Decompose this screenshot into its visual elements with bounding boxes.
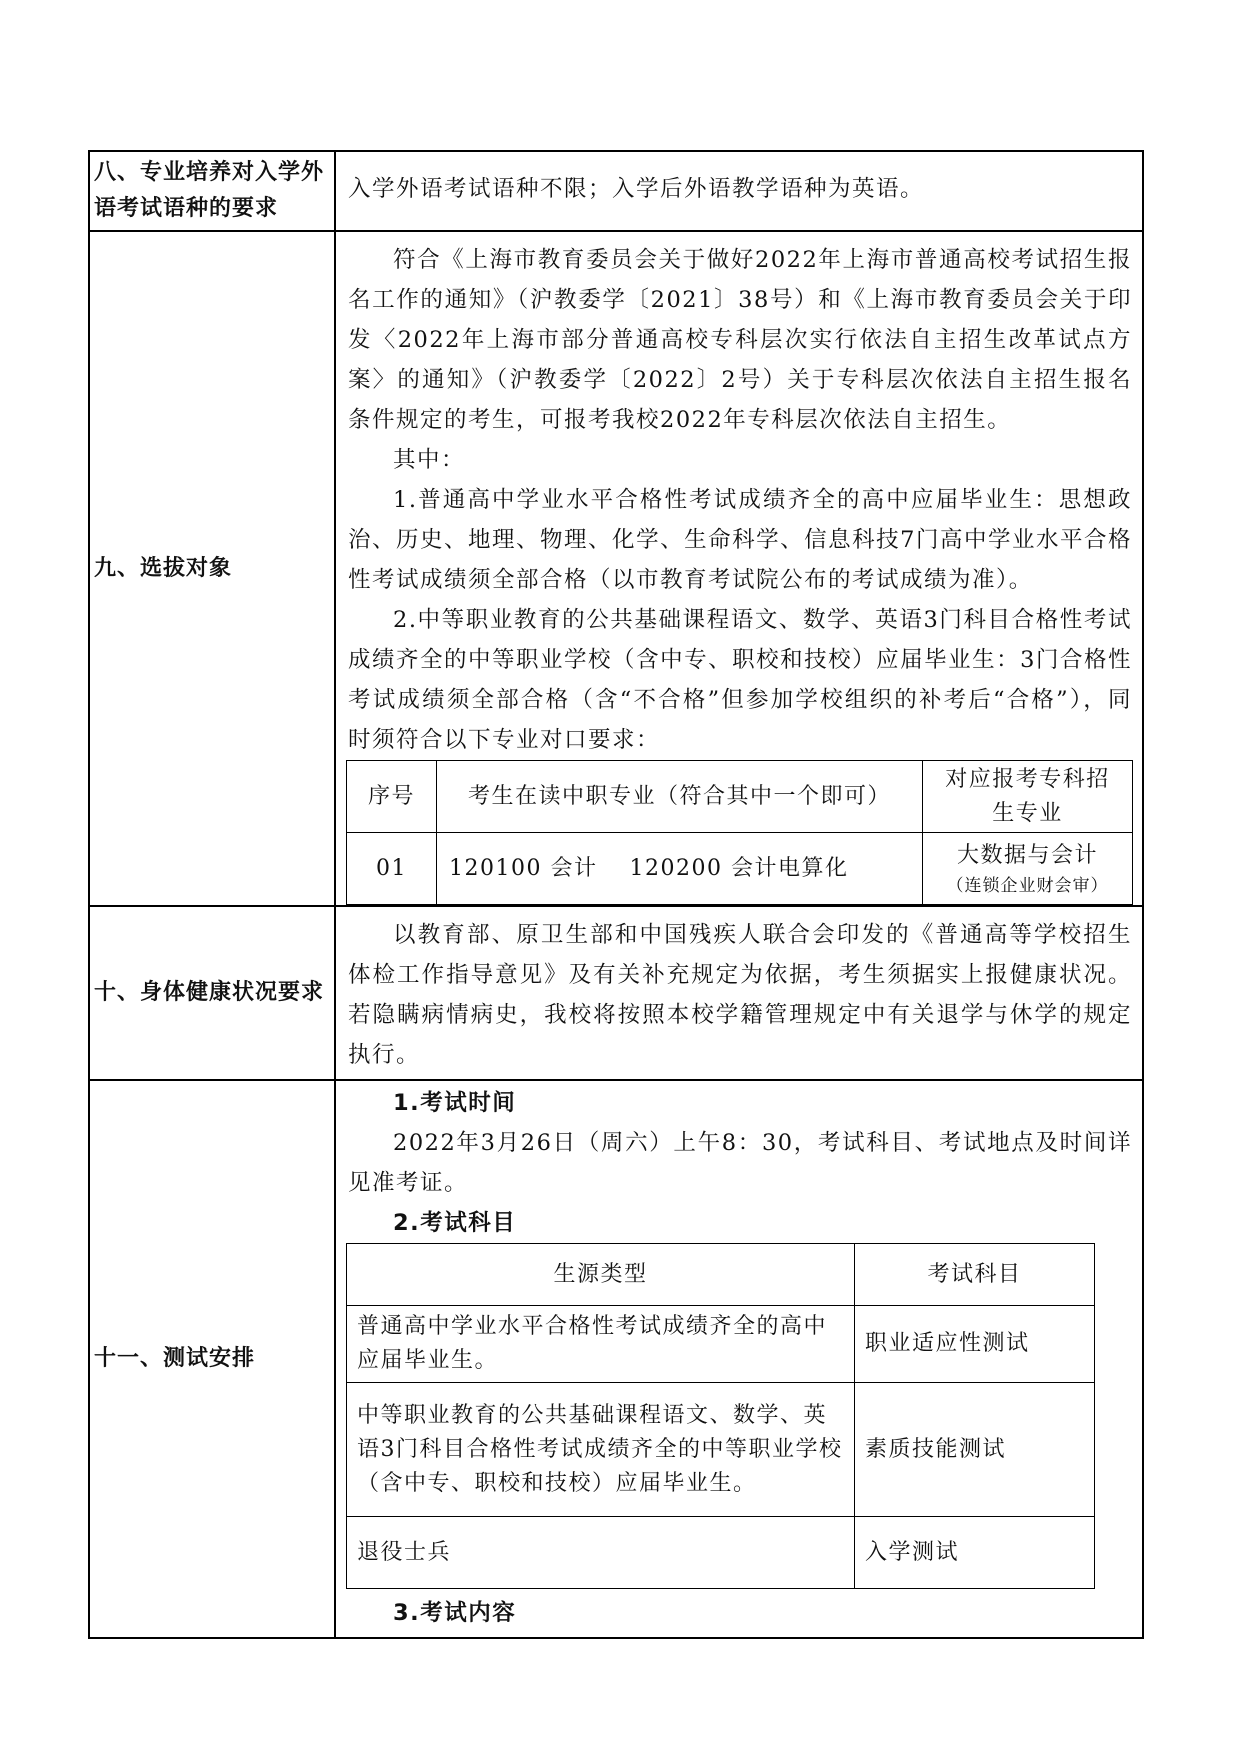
target-major-note: （连锁企业财会审） <box>946 875 1109 896</box>
major-match-table <box>346 760 1133 905</box>
source-type: 退役士兵 <box>347 1517 855 1589</box>
major-codes: 120100 会计 120200 会计电算化 <box>437 833 923 905</box>
table-header-row <box>347 761 1133 833</box>
header-cell: 考试科目 <box>855 1244 1095 1306</box>
row-label: 十、身体健康状况要求 <box>89 906 335 1080</box>
header-cell: 对应报考专科招生专业 <box>923 761 1133 833</box>
target-major-cell <box>923 833 1133 905</box>
table-header-row <box>347 1244 1095 1306</box>
row-test-arrangement <box>89 1080 1143 1638</box>
table-row <box>347 1306 1095 1383</box>
row-selection-target <box>89 231 1143 906</box>
exam-subject: 入学测试 <box>855 1517 1095 1589</box>
exam-subject: 素质技能测试 <box>855 1383 1095 1517</box>
exam-subject: 职业适应性测试 <box>855 1306 1095 1383</box>
paragraph: 其中： <box>393 447 466 473</box>
health-text: 以教育部、原卫生部和中国残疾人联合会印发的《普通高等学校招生体检工作指导意见》及有关补充规定为依据，考生须据实上报健康状况。若隐瞒病情病史，我校将按照本校学籍管理规定中有关退学与休学的规定执行。 <box>348 922 1132 1068</box>
table-row <box>347 1517 1095 1589</box>
section-heading: 2.考试科目 <box>393 1210 517 1236</box>
exam-subject-table <box>346 1243 1095 1589</box>
section-heading: 1.考试时间 <box>393 1090 517 1116</box>
row-foreign-language <box>89 151 1143 231</box>
table-row <box>347 1383 1095 1517</box>
source-type: 中等职业教育的公共基础课程语文、数学、英语3门科目合格性考试成绩齐全的中等职业学校（含中专、职校和技校）应届毕业生。 <box>347 1383 855 1517</box>
section-heading: 3.考试内容 <box>393 1600 517 1626</box>
foreign-language-text: 入学外语考试语种不限；入学后外语教学语种为英语。 <box>348 176 925 202</box>
row-health-requirement <box>89 906 1143 1080</box>
paragraph: 1.普通高中学业水平合格性考试成绩齐全的高中应届毕业生：思想政治、历史、地理、物理、化学、生命科学、信息科技7门高中学业水平合格性考试成绩须全部合格（以市教育考试院公布的考试成绩为准）。 <box>348 487 1132 593</box>
header-cell: 序号 <box>347 761 437 833</box>
row-label: 九、选拔对象 <box>89 231 335 906</box>
row-label: 八、专业培养对入学外语考试语种的要求 <box>89 151 335 231</box>
table-row <box>347 833 1133 905</box>
paragraph: 2.中等职业教育的公共基础课程语文、数学、英语3门科目合格性考试成绩齐全的中等职业学校（含中专、职校和技校）应届毕业生：3门合格性考试成绩须全部合格（含“不合格”但参加学校组织的补考后“合格”），同时须符合以下专业对口要求： <box>348 607 1132 753</box>
target-major: 大数据与会计 <box>956 842 1098 868</box>
exam-time-text: 2022年3月26日（周六）上午8：30，考试科目、考试地点及时间详见准考证。 <box>348 1130 1132 1196</box>
header-cell: 生源类型 <box>347 1244 855 1306</box>
header-cell: 考生在读中职专业（符合其中一个即可） <box>437 761 923 833</box>
admission-info-table <box>88 150 1144 1639</box>
paragraph: 符合《上海市教育委员会关于做好2022年上海市普通高校考试招生报名工作的通知》（沪教委学〔2021〕38号）和《上海市教育委员会关于印发〈2022年上海市部分普通高校专科层次实行依法自主招生改革试点方案〉的通知》（沪教委学〔2022〕2号）关于专科层次依法自主招生报名条件规定的考生，可报考我校2022年专科层次依法自主招生。 <box>348 247 1132 433</box>
row-number: 01 <box>347 833 437 905</box>
source-type: 普通高中学业水平合格性考试成绩齐全的高中应届毕业生。 <box>347 1306 855 1383</box>
row-label: 十一、测试安排 <box>89 1080 335 1638</box>
